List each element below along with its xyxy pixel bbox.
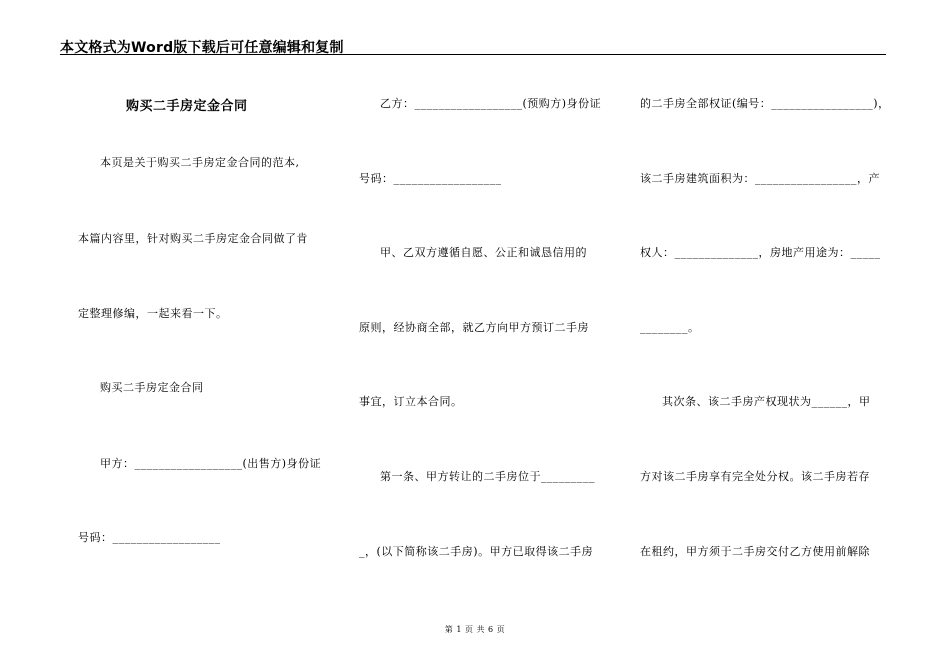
- body-line: 本篇内容里，针对购买二手房定金合同做了肯: [78, 232, 308, 245]
- body-line: 甲、乙双方遵循自愿、公正和诚恳信用的: [380, 246, 587, 259]
- body-line: 其次条、该二手房产权现状为______，甲: [662, 395, 871, 408]
- body-line: 权人：______________，房地产用途为：_____: [640, 246, 881, 259]
- body-line: 事宜，订立本合同。: [359, 395, 463, 408]
- body-line: 该二手房建筑面积为：_________________，产: [640, 172, 880, 185]
- body-line: 方对该二手房享有完全处分权。该二手房若存: [640, 470, 870, 483]
- body-line: 的二手房全部权证(编号：_________________)，: [640, 97, 890, 110]
- document-title: 购买二手房定金合同: [126, 99, 248, 114]
- page-number: 第 1 页 共 6 页: [444, 625, 506, 634]
- header-divider: [60, 54, 886, 55]
- body-line: 号码：__________________: [359, 172, 502, 185]
- body-line: 在租约，甲方须于二手房交付乙方使用前解除: [640, 545, 870, 558]
- body-line: 购买二手房定金合同: [100, 381, 204, 394]
- body-line: 第一条、甲方转让的二手房位于_________: [380, 470, 595, 483]
- body-line: 本页是关于购买二手房定金合同的范本,: [100, 156, 300, 169]
- body-line: 乙方：__________________(预购方)身份证: [380, 97, 602, 110]
- body-line: 甲方：__________________(出售方)身份证: [100, 457, 322, 470]
- document-header: 本文格式为Word版下载后可任意编辑和复制: [60, 40, 344, 56]
- body-line: 号码：__________________: [78, 531, 221, 544]
- body-line: _，(以下简称该二手房)。甲方已取得该二手房: [359, 545, 594, 558]
- body-line: 定整理修编，一起来看一下。: [78, 307, 228, 320]
- body-line: ________。: [640, 321, 700, 334]
- body-line: 原则，经协商全部，就乙方向甲方预订二手房: [359, 321, 589, 334]
